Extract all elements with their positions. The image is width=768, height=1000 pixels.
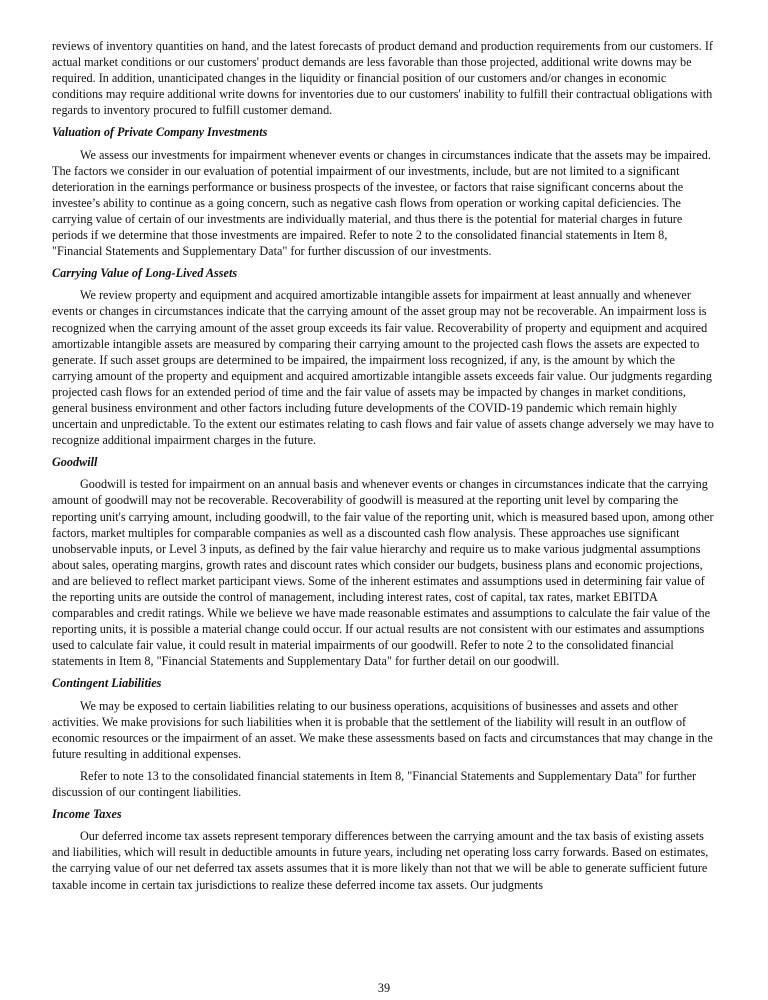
paragraph-long-lived-assets: We review property and equipment and acquired amortizable intangible assets for impairment at least annually and whenever events or changes in circumstances indicate that the carrying amount of the asset group may not be recoverable. An impairment loss is recognized when the carrying amount of the asset group exceeds its fair value. Recoverability of property and equipment and acquired amortizable intangible assets are measured by comparing their carrying amount to the projected cash flows the assets are expected to generate. If such asset groups are determined to be impaired, the impairment loss recognized, if any, is the amount by which the carrying amount of the property and equipment and acquired amortizable intangible assets exceeds fair value. Our judgments regarding projected cash flows for an extended period of time and the fair value of assets may be impacted by changes in market conditions, general business environment and other factors including future developments of the COVID-19 pandemic which remain highly uncertain and unpredictable. To the extent our estimates relating to cash flows and fair value of assets change adversely we may have to recognize additional impairment charges in the future. <box>52 288 714 448</box>
paragraph-contingent-liabilities-1: We may be exposed to certain liabilities relating to our business operations, acquisitions of businesses and assets and other activities. We make provisions for such liabilities when it is probable that the settlement of the liability will result in an outflow of economic resources or the impairment of an asset. We make these assessments based on facts and circumstances that may change in the future resulting in additional expenses. <box>52 698 713 761</box>
paragraph-private-investments: We assess our investments for impairment whenever events or changes in circumstances indicate that the assets may be impaired. The factors we consider in our evaluation of potential impairment of our investments, include, but are not limited to a significant deterioration in the earnings performance or business prospects of the investee, or factors that raise significant concerns about the investee’s ability to continue as a going concern, such as negative cash flows from operation or working capital deficiencies. The carrying value of certain of our investments are individually material, and thus there is the potential for material charges in future periods if we determine that those investments are impaired. Refer to note 2 to the consolidated financial statements in Item 8, "Financial Statements and Supplementary Data" for further discussion of our investments. <box>52 147 711 259</box>
section-heading-private-investments: Valuation of Private Company Investments <box>52 125 268 140</box>
document-page <box>52 38 716 899</box>
paragraph-income-taxes: Our deferred income tax assets represent temporary differences between the carrying amount and the tax basis of existing assets and liabilities, which will result in deductible amounts in future years, including net operating loss carry forwards. Based on estimates, the carrying value of our net deferred tax assets assumes that it is more likely than not that we will be able to generate sufficient future taxable income in certain tax jurisdictions to realize these deferred income tax assets. Our judgments <box>52 829 709 892</box>
paragraph-goodwill: Goodwill is tested for impairment on an annual basis and whenever events or changes in circumstances indicate that the carrying amount of goodwill may not be recoverable. Recoverability of goodwill is measured at the reporting unit level by comparing the reporting unit's carrying amount, including goodwill, to the fair value of the reporting unit, which is measured based upon, among other factors, market multiples for comparable companies as well as a discounted cash flow analysis. These approaches use significant unobservable inputs, or Level 3 inputs, as defined by the fair value hierarchy and require us to make various judgmental assumptions about sales, operating margins, growth rates and discount rates which consider our budgets, business plans and economic projections, and are believed to reflect market participant views. Some of the inherent estimates and assumptions used in determining fair value of the reporting units are outside the control of management, including interest rates, cost of capital, tax rates, market EBITDA comparables and credit ratings. While we believe we have made reasonable estimates and assumptions to calculate the fair value of the reporting units, it is possible a material change could occur. If our actual results are not consistent with our estimates and assumptions used to calculate fair value, it could result in material impairments of our goodwill. Refer to note 2 to the consolidated financial statements in Item 8, "Financial Statements and Supplementary Data" for further detail on our goodwill. <box>52 477 714 669</box>
intro-paragraph: reviews of inventory quantities on hand, and the latest forecasts of product demand and production requirements from our customers. If actual market conditions or our customers' product demands are less favorable than those projected, additional write downs may be required. In addition, unanticipated changes in the liquidity or financial position of our customers and/or changes in economic conditions may require additional write downs for inventories due to our customers' inability to fulfill their contractual obligations with regards to inventory procured to fulfill customer demand. <box>52 39 713 118</box>
section-heading-long-lived-assets: Carrying Value of Long-Lived Assets <box>52 266 238 281</box>
section-heading-income-taxes: Income Taxes <box>52 807 122 822</box>
paragraph-contingent-liabilities-2: Refer to note 13 to the consolidated financial statements in Item 8, "Financial Statements and Supplementary Data" for further discussion of our contingent liabilities. <box>52 768 697 800</box>
page-number: 39 <box>377 981 391 995</box>
section-heading-goodwill: Goodwill <box>52 455 98 470</box>
section-heading-contingent-liabilities: Contingent Liabilities <box>52 676 162 691</box>
